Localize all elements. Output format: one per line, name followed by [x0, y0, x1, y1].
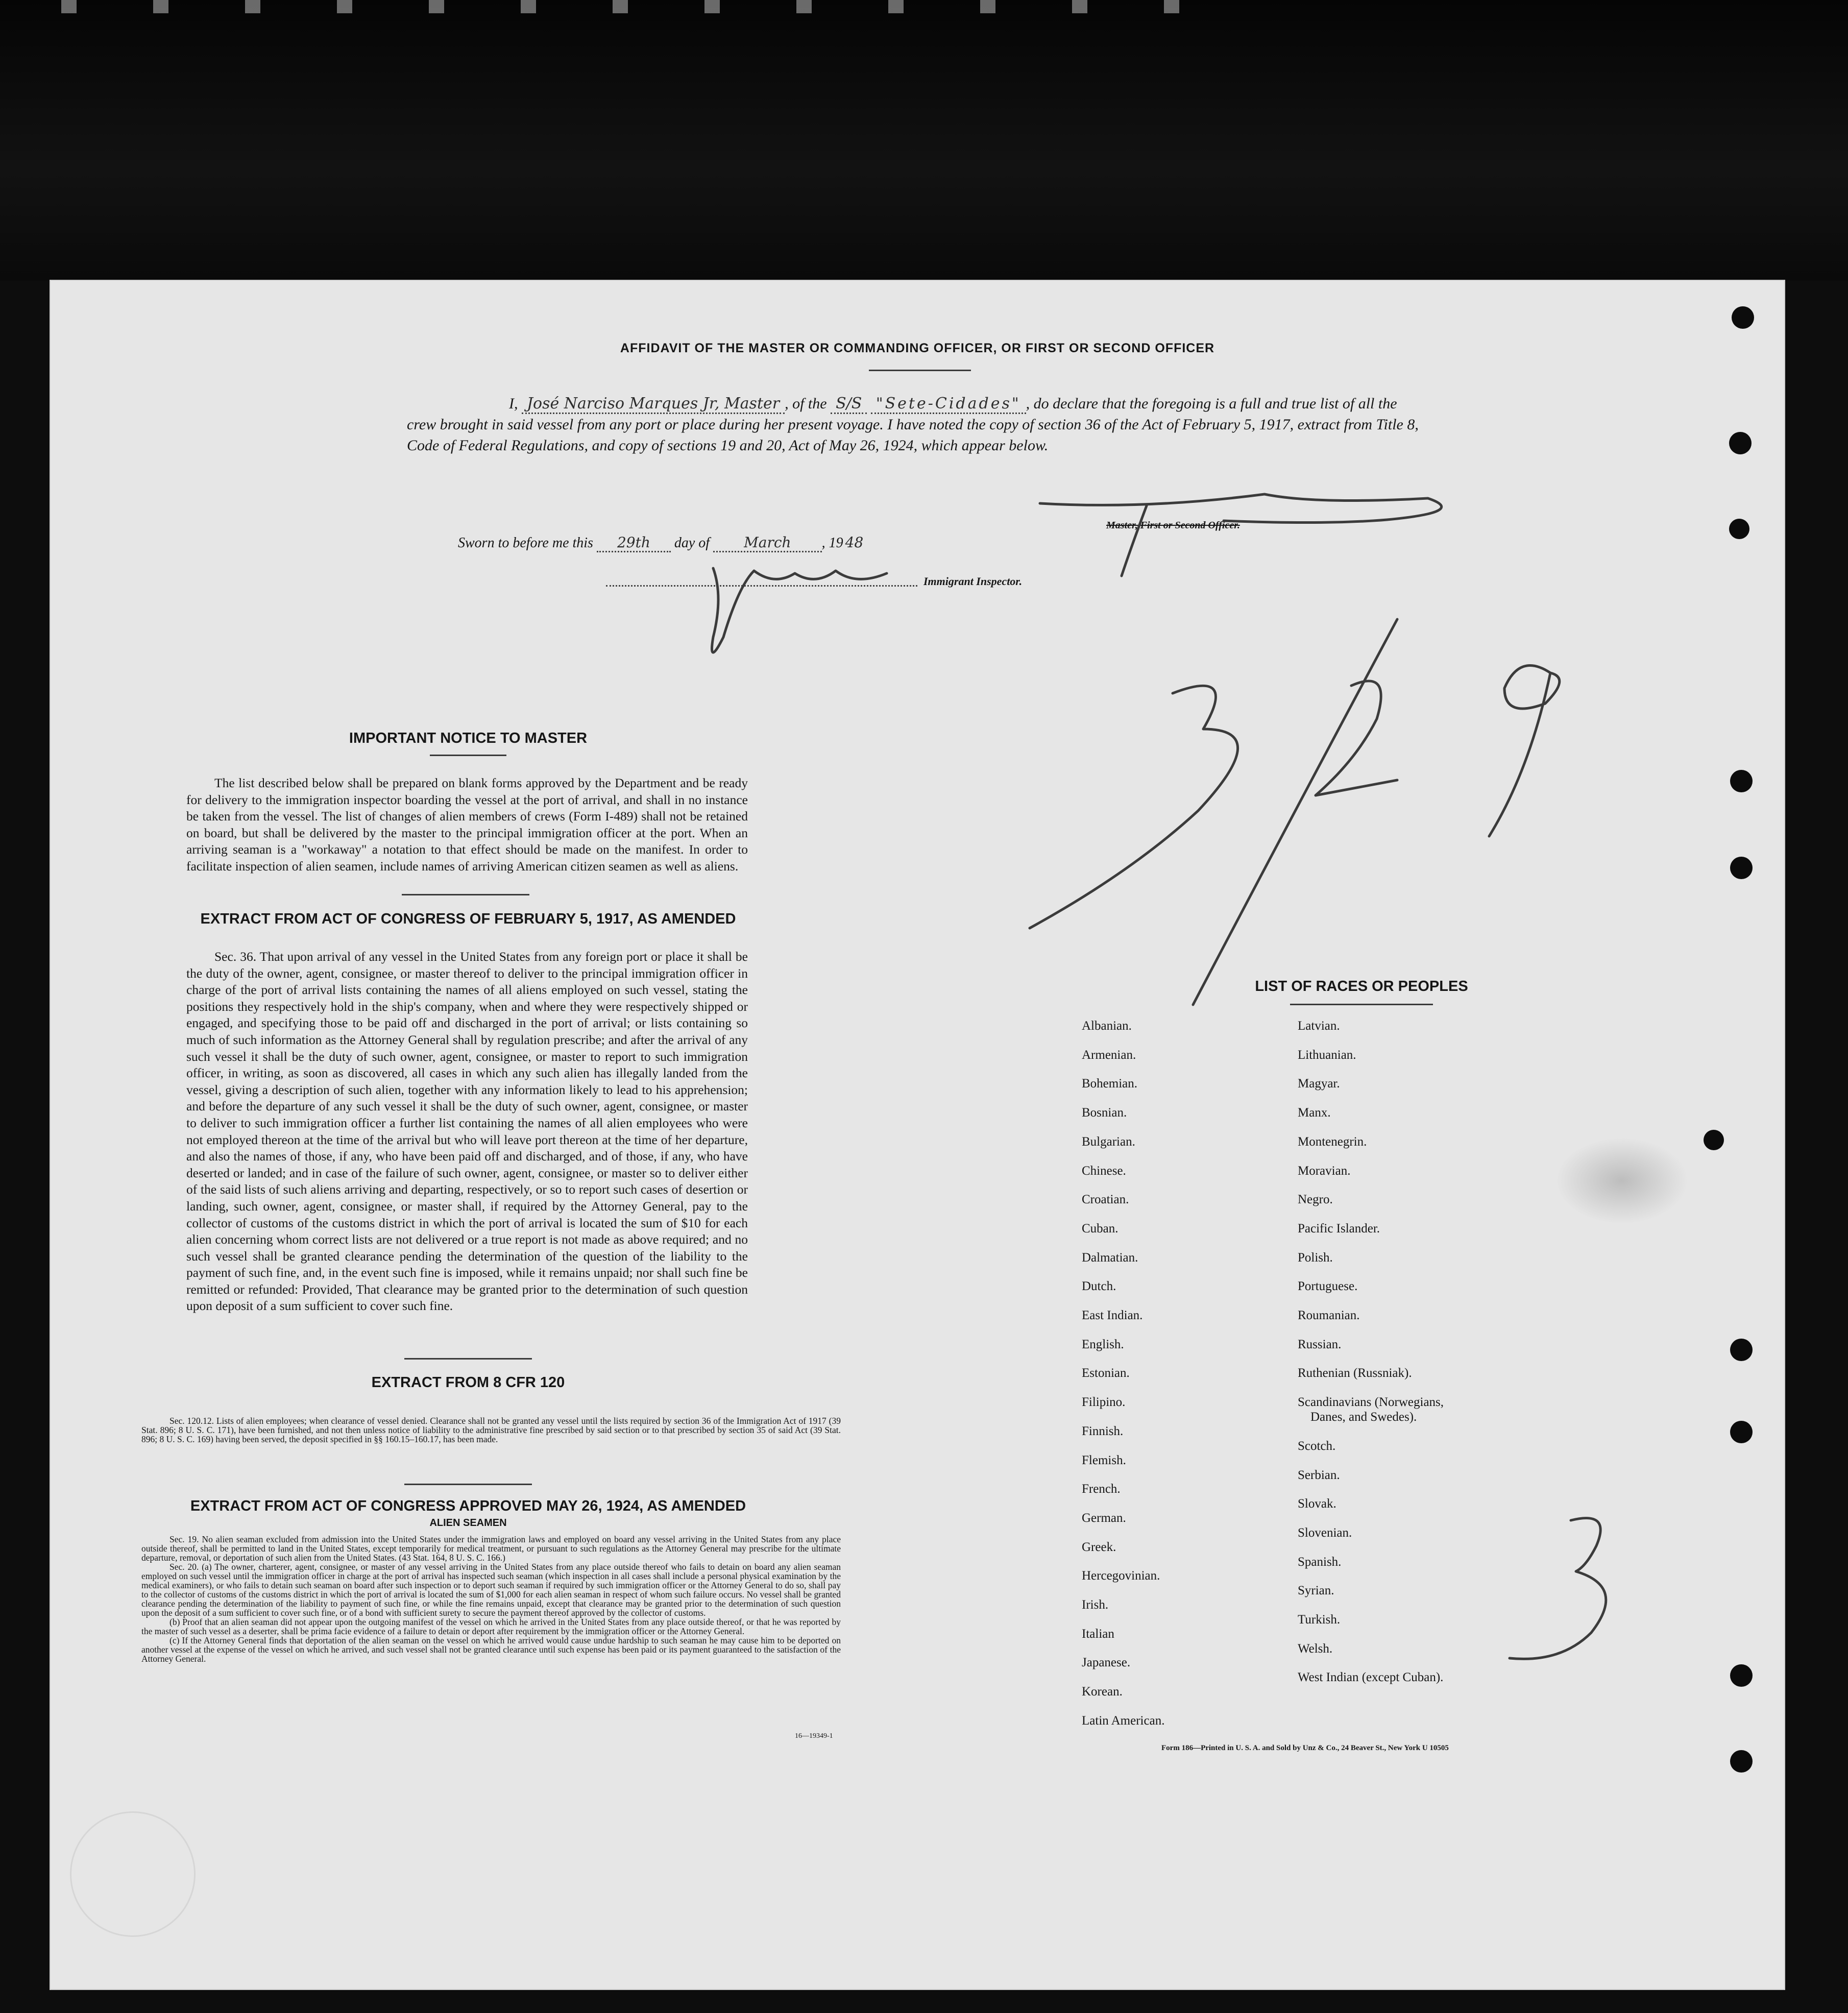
- sec-20c: (c) If the Attorney General finds that deportation of the alien seaman on the vessel on which he arrived would cause undue hardship to such seaman he may cause him to be deported on another vessel at the expense of the vessel on which he arrived, and such vessel shall not be granted clearance until such expense has been paid or its payment guaranteed to the satisfaction of the Attorney General.: [141, 1635, 841, 1664]
- annotation-3-left: [1030, 686, 1238, 928]
- race-item: Montenegrin.: [1298, 1134, 1367, 1149]
- master-signature-caption: Master, First or Second Officer.: [1106, 520, 1240, 531]
- race-item: Latvian.: [1298, 1019, 1340, 1033]
- inspector-signature: [712, 568, 887, 652]
- sworn-year: 48: [845, 534, 864, 551]
- race-item: Slovenian.: [1298, 1525, 1352, 1540]
- vessel-name-handwritten: "Sete-Cidades": [871, 395, 1026, 414]
- races-title: LIST OF RACES OR PEOPLES: [1255, 978, 1468, 995]
- race-item: Lithuanian.: [1298, 1048, 1356, 1062]
- race-item: Manx.: [1298, 1106, 1331, 1120]
- race-item: Syrian.: [1298, 1584, 1334, 1598]
- race-item: Filipino.: [1082, 1395, 1126, 1410]
- annotation-9: [1489, 665, 1560, 836]
- race-item: Croatian.: [1082, 1193, 1129, 1207]
- extract-1924-title: EXTRACT FROM ACT OF CONGRESS APPROVED MAY 26, 1924, AS AMENDED: [190, 1498, 746, 1514]
- scan-border-top: [0, 0, 1848, 281]
- race-item: Latin American.: [1082, 1713, 1165, 1728]
- race-item: Portuguese.: [1298, 1279, 1358, 1294]
- race-item: Hercegovinian.: [1082, 1569, 1160, 1583]
- race-item: Bosnian.: [1082, 1106, 1127, 1120]
- race-item: Albanian.: [1082, 1019, 1132, 1033]
- extract-cfr-title: EXTRACT FROM 8 CFR 120: [371, 1374, 565, 1391]
- sworn-month: March: [713, 534, 821, 552]
- notice-body: The list described below shall be prepared on blank forms approved by the Department and be ready for delivery to the immigration inspector boarding the vessel at the port of arrival, and shall in no instance be taken from the vessel. The list of changes of alien members of crews (Form I-489) shall not be retained on board, but shall be delivered by the master to the principal immigration officer at the port. When an arriving seaman is a "workaway" a notation to that effect should be made on the manifest. In order to facilitate inspection of alien seamen, include names of arriving American citizen seamen as well as aliens.: [186, 775, 748, 874]
- race-item: Roumanian.: [1298, 1308, 1360, 1322]
- bleed-through-text: [61, 0, 1184, 13]
- declaration-body: that the foregoing is a full and true list of all the crew brought in said vessel from any port or place during her present voyage. I have noted the copy of section 36 of the Act of February 5, 1917, extract from Title 8, Code of Federal Regulations, and copy of sections 19 and 20, Act of May 26, 1924, which appear below.: [407, 395, 1419, 454]
- extract-1917-title: EXTRACT FROM ACT OF CONGRESS OF FEBRUARY 5, 1917, AS AMENDED: [200, 911, 736, 927]
- race-item: West Indian (except Cuban).: [1298, 1670, 1444, 1685]
- race-item: Turkish.: [1298, 1613, 1341, 1627]
- race-item: Slovak.: [1298, 1497, 1336, 1511]
- race-item: Finnish.: [1082, 1424, 1124, 1438]
- race-item: Chinese.: [1082, 1163, 1126, 1178]
- race-item: Polish.: [1298, 1250, 1333, 1265]
- master-signature: [1040, 494, 1442, 576]
- race-item: Serbian.: [1298, 1468, 1340, 1482]
- race-item: Moravian.: [1298, 1163, 1351, 1178]
- race-item: Scotch.: [1298, 1439, 1336, 1453]
- extract-1924-subtitle: ALIEN SEAMEN: [429, 1517, 507, 1529]
- race-item: Japanese.: [1082, 1656, 1131, 1670]
- race-item: English.: [1082, 1337, 1124, 1351]
- extract-1917-body: Sec. 36. That upon arrival of any vessel in the United States from any foreign port or place it shall be the duty of the owner, agent, consignee, or master thereof to deliver to the principal immigration officer in charge of the port of arrival lists containing the names of all aliens employed on such vessel, stating the positions they respectively hold in the ship's company, when and where they were respectively shipped or engaged, and specifying those to be paid off and discharged in the port of arrival; or lists containing so much of such information as the Attorney General shall by regulation prescribe; and after the arrival of any such vessel it shall be the duty of such owner, agent, consignee, or master to report to such immigration officer, in writing, as soon as discovered, all cases in which any such alien has illegally landed from the vessel, giving a description of such alien, together with any information likely to lead to his apprehension; and before the departure of any such vessel it shall be the duty of such owner, agent, consignee, or master to deliver to such immigration officer a further list containing the names of all alien employees who were not employed thereon at the time of the arrival but who will leave port thereon at the time of her departure, and also the names of those, if any, who have been paid off and discharged, and of those, if any, who have deserted or landed; and in case of the failure of such owner, agent, consignee, or master so to deliver either of the said lists of such aliens arriving and departing, respectively, or so to report such cases of desertion or landing, such owner, agent, consignee, or master shall, if required by the Attorney General, pay to the collector of customs of the customs district in which the port of arrival is located the sum of $10 for each alien concerning whom correct lists are not delivered or a true report is not made as above required; and no such vessel shall be granted clearance pending the determination of the question of the liability to the payment of such fine, and, in the event such fine is imposed, while it remains unpaid; nor shall such fine be remitted or refunded: Provided, That clearance may be granted prior to the determination of such question upon deposit of a sum sufficient to cover such fine.: [186, 949, 748, 1314]
- race-item: Greek.: [1082, 1540, 1116, 1554]
- race-item: Flemish.: [1082, 1453, 1126, 1467]
- race-item: Scandinavians (Norwegians,: [1298, 1395, 1444, 1410]
- race-item: Armenian.: [1082, 1048, 1136, 1062]
- race-item: Danes, and Swedes).: [1310, 1410, 1417, 1424]
- annotation-digit-3: [1510, 1518, 1606, 1659]
- race-item: Spanish.: [1298, 1555, 1342, 1569]
- affidavit-title: AFFIDAVIT OF THE MASTER OR COMMANDING OFFICER, OR FIRST OR SECOND OFFICER: [620, 341, 1215, 355]
- race-item: Russian.: [1298, 1337, 1342, 1351]
- race-item: East Indian.: [1082, 1308, 1143, 1322]
- vessel-type-handwritten: S/S: [831, 395, 867, 414]
- race-item: Cuban.: [1082, 1221, 1118, 1235]
- sworn-day: 29th: [597, 534, 671, 552]
- race-item: Magyar.: [1298, 1077, 1340, 1091]
- printer-footer: Form 186—Printed in U. S. A. and Sold by Unz & Co., 24 Beaver St., New York U 10505: [1161, 1744, 1449, 1752]
- race-item: German.: [1082, 1511, 1126, 1525]
- race-item: Negro.: [1298, 1193, 1333, 1207]
- race-item: Korean.: [1082, 1685, 1123, 1699]
- sec-20a: Sec. 20. (a) The owner, charterer, agent, consignee, or master of any vessel arriving in the United States from any place outside thereof who fails to detain on board any alien seaman employed on such vessel until the immigration officer in charge at the port of arrival has inspected such seaman (which inspection in all cases shall include a personal physical examination by the medical examiners), or who fails to detain such seaman on board after such inspection or to deport such seaman if required by such immigration officer or the Attorney General to do so, shall pay to the collector of customs of the customs district in which the port of arrival is located the sum of $1,000 for each alien seaman in respect of whom such failure occurs. No vessel shall be granted clearance pending the determination of the liability to payment of such fine, or while the fine remains unpaid, except that clearance may be granted prior to the determination of such question upon the deposit of a sum sufficient to cover such fine, or of a bond with sufficient surety to secure the payment thereof approved by the collector of customs.: [141, 1562, 841, 1618]
- inspector-caption: Immigrant Inspector.: [923, 575, 1023, 588]
- declaration-text: I, José Narciso Marques Jr, Master , of the S/S "Sete-Cidades" , do declare that the foregoing is a full and true list of all the crew brought in said vessel from any port or place during her present voyage. I have noted the copy of section 36 of the Act of February 5, 1917, extract from Title 8, Code of Federal Regulations, and copy of sections 19 and 20, Act of May 26, 1924, which appear below.: [407, 395, 1419, 454]
- race-item: Bulgarian.: [1082, 1134, 1135, 1149]
- race-item: Ruthenian (Russniak).: [1298, 1366, 1412, 1380]
- race-item: Bohemian.: [1082, 1077, 1138, 1091]
- sworn-line: Sworn to before me this 29th day of March , 19 48: [458, 534, 865, 551]
- race-item: French.: [1082, 1482, 1121, 1496]
- race-item: Italian: [1082, 1627, 1114, 1641]
- race-item: Estonian.: [1082, 1366, 1130, 1380]
- race-item: Dutch.: [1082, 1279, 1116, 1294]
- race-item: Irish.: [1082, 1598, 1109, 1612]
- document-page: [50, 280, 1785, 1990]
- sec-19: Sec. 19. No alien seaman excluded from admission into the United States under the immigration laws and employed on board any vessel arriving in the United States from any place outside thereof, shall be permitted to land in the United States, except temporarily for medical treatment, or pursuant to such regulations as the Attorney General may prescribe for the ultimate departure, removal, or deportation of such alien from the United States. (43 Stat. 164, 8 U. S. C. 166.): [141, 1534, 841, 1563]
- annotation-slash: [1193, 619, 1397, 1005]
- form-number: 16—19349-1: [795, 1732, 833, 1740]
- extract-cfr-body: Sec. 120.12. Lists of alien employees; when clearance of vessel denied. Clearance shall not be granted any vessel until the lists required by section 36 of the Immigration Act of 1917 (39 Stat. 896; 8 U. S. C. 171), have been furnished, and not then unless notice of liability to the administrative fine prescribed by said section or to that prescribed by section 35 of said Act (39 Stat. 896; 8 U. S. C. 169) having been served, the deposit specified in §§ 160.15–160.17, has been made.: [141, 1416, 841, 1444]
- race-item: Pacific Islander.: [1298, 1221, 1380, 1235]
- master-name-handwritten: José Narciso Marques Jr, Master: [522, 395, 785, 414]
- sec-20b: (b) Proof that an alien seaman did not appear upon the outgoing manifest of the vessel on which he arrived in the United States from any place outside thereof, or that he was reported by the master of such vessel as a deserter, shall be prima facie evidence of a failure to detain or deport after requirement by the immigration officer or the Attorney General.: [141, 1617, 841, 1636]
- race-item: Dalmatian.: [1082, 1250, 1138, 1265]
- race-item: Welsh.: [1298, 1641, 1333, 1656]
- handwriting-layer: [50, 280, 1785, 1990]
- notice-title: IMPORTANT NOTICE TO MASTER: [349, 730, 588, 746]
